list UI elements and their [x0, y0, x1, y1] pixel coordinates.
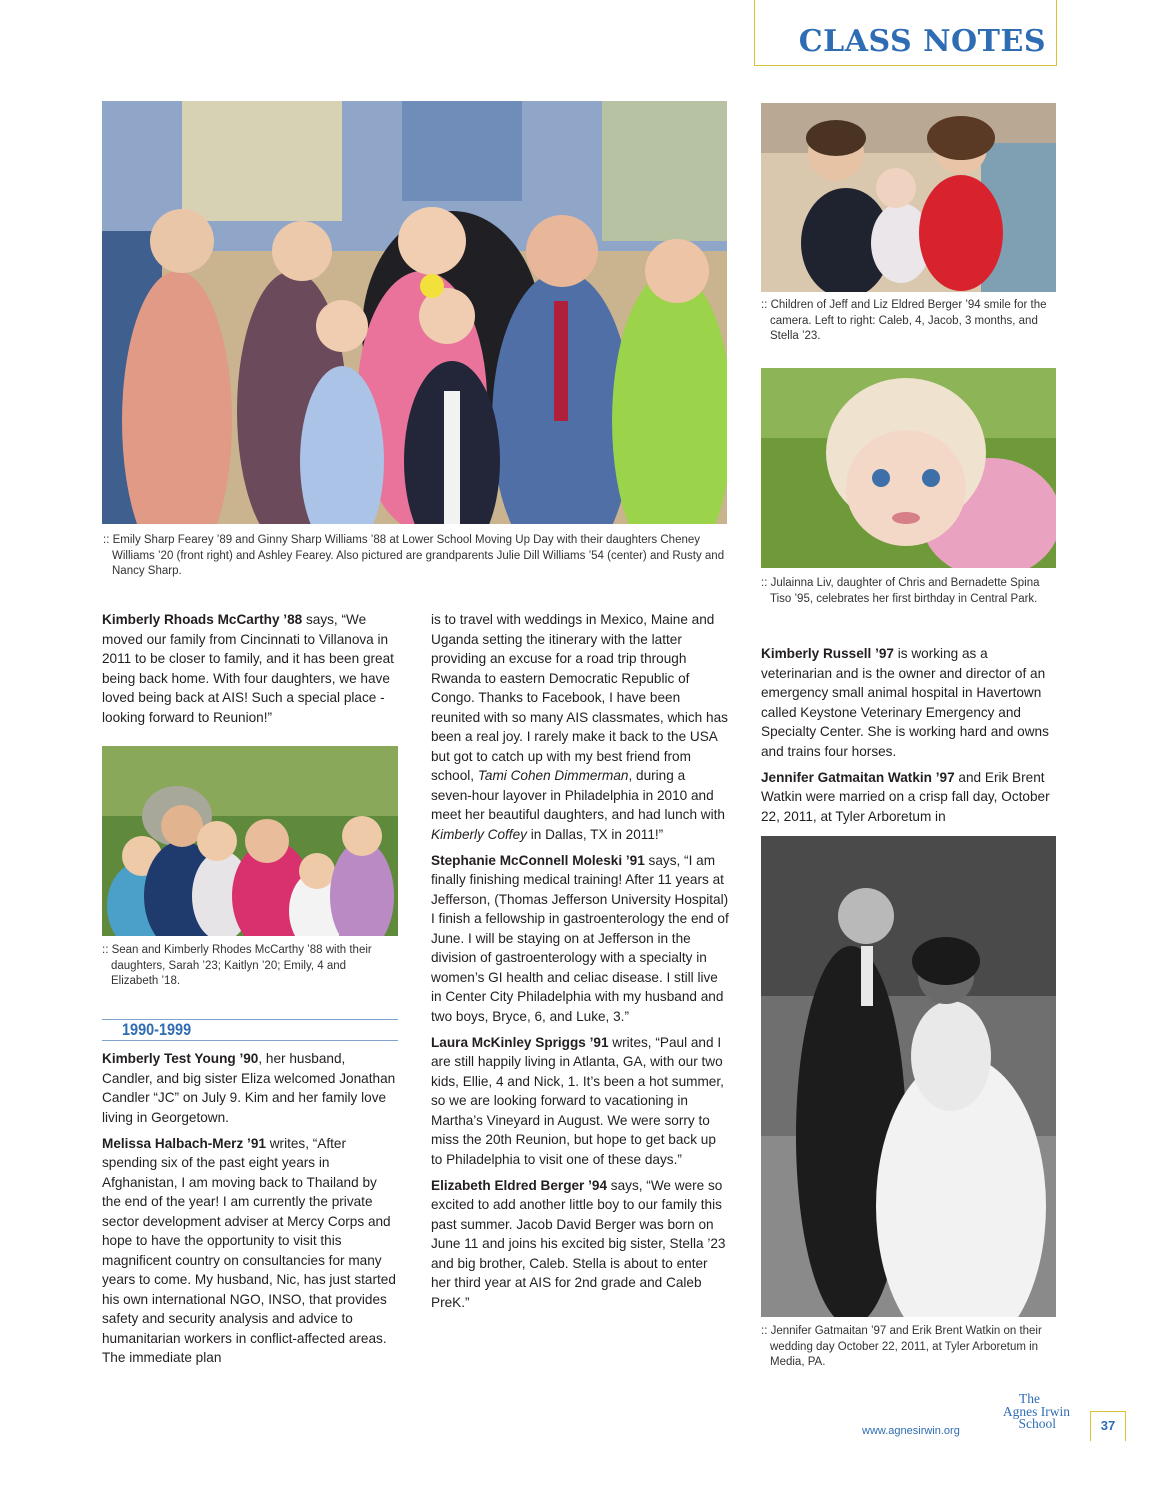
note-young	[102, 1049, 399, 1127]
photo-mccarthy-family	[102, 746, 398, 936]
school-logo	[986, 1393, 1070, 1439]
note-spriggs	[431, 1033, 729, 1170]
caption-children-photo: :: Children of Jeff and Liz Eldred Berger ’94 smile for the camera. Left to right: Caleb, 4, Jacob, 3 months, and Stella ’23.	[761, 299, 1047, 342]
column-1-top	[102, 610, 399, 734]
caption-family-photo: :: Emily Sharp Fearey ’89 and Ginny Sharp Williams ’88 at Lower School Moving Up Day with their daughters Cheney Williams ’20 (front right) and Ashley Fearey. Also pictured are grandparents Julie Dill Williams ’54 (center) and Rusty and Nancy Sharp.	[103, 534, 725, 577]
note-text: is working as a veterinarian and is the owner and director of an emergency small animal hospital in Havertown called Keystone Veterinary Emergency and Specialty Center. She is working hard and owns and trains four horses.	[761, 646, 1049, 759]
note-russell	[761, 644, 1059, 761]
header-box	[754, 0, 1057, 66]
note-text: in Dallas, TX in 2011!”	[526, 826, 664, 842]
note-halbach-merz-cont	[431, 610, 729, 844]
column-2	[431, 610, 729, 1319]
note-text: is to travel with weddings in Mexico, Maine and Uganda setting the itinerary with the latter providing an excuse for a road trip through Rwanda to eastern Democratic Republic of Congo. Thanks to Facebook, I have been reunited with so many AIS classmates, which has been a real joy. I rarely make it back to the USA but got to catch up with my best friend from school,	[431, 612, 728, 783]
note-moleski	[431, 851, 729, 1027]
note-halbach-merz	[102, 1134, 399, 1368]
page-title: CLASS NOTES	[798, 24, 1046, 59]
classmate-name: Tami Cohen Dimmerman	[477, 768, 629, 783]
photo-baby-julainna	[761, 368, 1056, 568]
alumna-name: Kimberly Russell ’97	[761, 646, 894, 661]
caption-mccarthy-photo: :: Sean and Kimberly Rhodes McCarthy ’88 with their daughters, Sarah ’23; Kaitlyn ’20; Emily, 4 and Elizabeth ’18.	[102, 944, 372, 987]
column-1-bottom	[102, 1049, 399, 1374]
logo-line: School	[1018, 1416, 1056, 1431]
photo-watkin-wedding	[761, 836, 1056, 1317]
logo-line: The	[1019, 1391, 1040, 1406]
caption-baby-photo: :: Julainna Liv, daughter of Chris and Bernadette Spina Tiso ’95, celebrates her first birthday in Central Park.	[761, 577, 1040, 605]
page-number: 37	[1090, 1411, 1126, 1441]
classmate-name: Kimberly Coffey	[431, 826, 527, 842]
photo-family-moving-up-day	[102, 101, 727, 524]
note-text: says, “I am finally finishing medical training! After 11 years at Jefferson, (Thomas Jefferson University Hospital) I finish a fellowship in gastroenterology the end of June. I will be staying on at Jefferson in the division of gastroenterology with a specialty in women’s GI health and celiac disease. I still live in Center City Philadelphia with my husband and two boys, Bryce, 6, and Luke, 3.”	[431, 852, 729, 1024]
logo-line: Agnes Irwin	[1002, 1403, 1070, 1419]
section-heading-1990s	[102, 1019, 398, 1041]
column-3	[761, 644, 1059, 833]
note-text: writes, “Paul and I are still happily living in Atlanta, GA, with our two kids, Ellie, 4 and Nick, 1. It’s been a hot summer, so we are looking forward to vacationing in Martha’s Vineyard in August. We were sorry to miss the 20th Reunion, but hope to get back up to Philadelphia to visit one of these days.”	[431, 1034, 724, 1167]
alumna-name: Kimberly Test Young ’90	[102, 1051, 259, 1066]
note-text: , her husband, Candler, and big sister Eliza welcomed Jonathan Candler “JC” on July 9. Kim and her family love living in Georgetown.	[102, 1051, 396, 1125]
note-watkin	[761, 768, 1059, 827]
alumna-name: Jennifer Gatmaitan Watkin ’97	[761, 769, 955, 785]
note-text: says, “We were so excited to add another little boy to our family this past summer. Jacob David Berger was born on June 11 and joins his excited big sister, Stella ’23 and big brother, Caleb. Stella is about to enter her third year at AIS for 2nd grade and Caleb PreK.”	[431, 1177, 726, 1310]
alumna-name: Stephanie McConnell Moleski ’91	[431, 852, 645, 868]
caption-wedding-photo: :: Jennifer Gatmaitan ’97 and Erik Brent Watkin on their wedding day October 22, 2011, at Tyler Arboretum in Media, PA.	[761, 1325, 1042, 1368]
note-text: says, “We moved our family from Cincinnati to Villanova in 2011 to be closer to family, and it has been great being back home. With four daughters, we have loved being back at AIS! Such a special place - looking forward to Reunion!”	[102, 612, 394, 725]
alumna-name: Kimberly Rhoads McCarthy ’88	[102, 612, 303, 627]
alumna-name: Melissa Halbach-Merz ’91	[102, 1135, 266, 1151]
note-text: and Erik Brent Watkin were married on a crisp fall day, October 22, 2011, at Tyler Arboretum in	[761, 769, 1050, 824]
note-text: , during a seven-hour layover in Philadelphia in 2010 and meet her beautiful daughters, and had lunch with	[431, 768, 725, 822]
section-title: 1990-1999	[122, 1020, 192, 1039]
note-berger	[431, 1176, 729, 1313]
footer-website-link[interactable]: www.agnesirwin.org	[862, 1425, 960, 1437]
note-mccarthy	[102, 610, 399, 727]
alumna-name: Laura McKinley Spriggs ’91	[431, 1034, 609, 1050]
alumna-name: Elizabeth Eldred Berger ’94	[431, 1177, 608, 1193]
note-text: writes, “After spending six of the past eight years in Afghanistan, I am moving back to Thailand by the end of the year! I am currently the private sector development adviser at Mercy Corps and hope to have the opportunity to visit this magnificent country on consultancies for many years to come. My husband, Nic, has just started his own international NGO, INSO, that provides safety and security analysis and advice to humanitarian workers in conflict-affected areas. The immediate plan	[102, 1135, 396, 1365]
photo-berger-children	[761, 103, 1056, 292]
